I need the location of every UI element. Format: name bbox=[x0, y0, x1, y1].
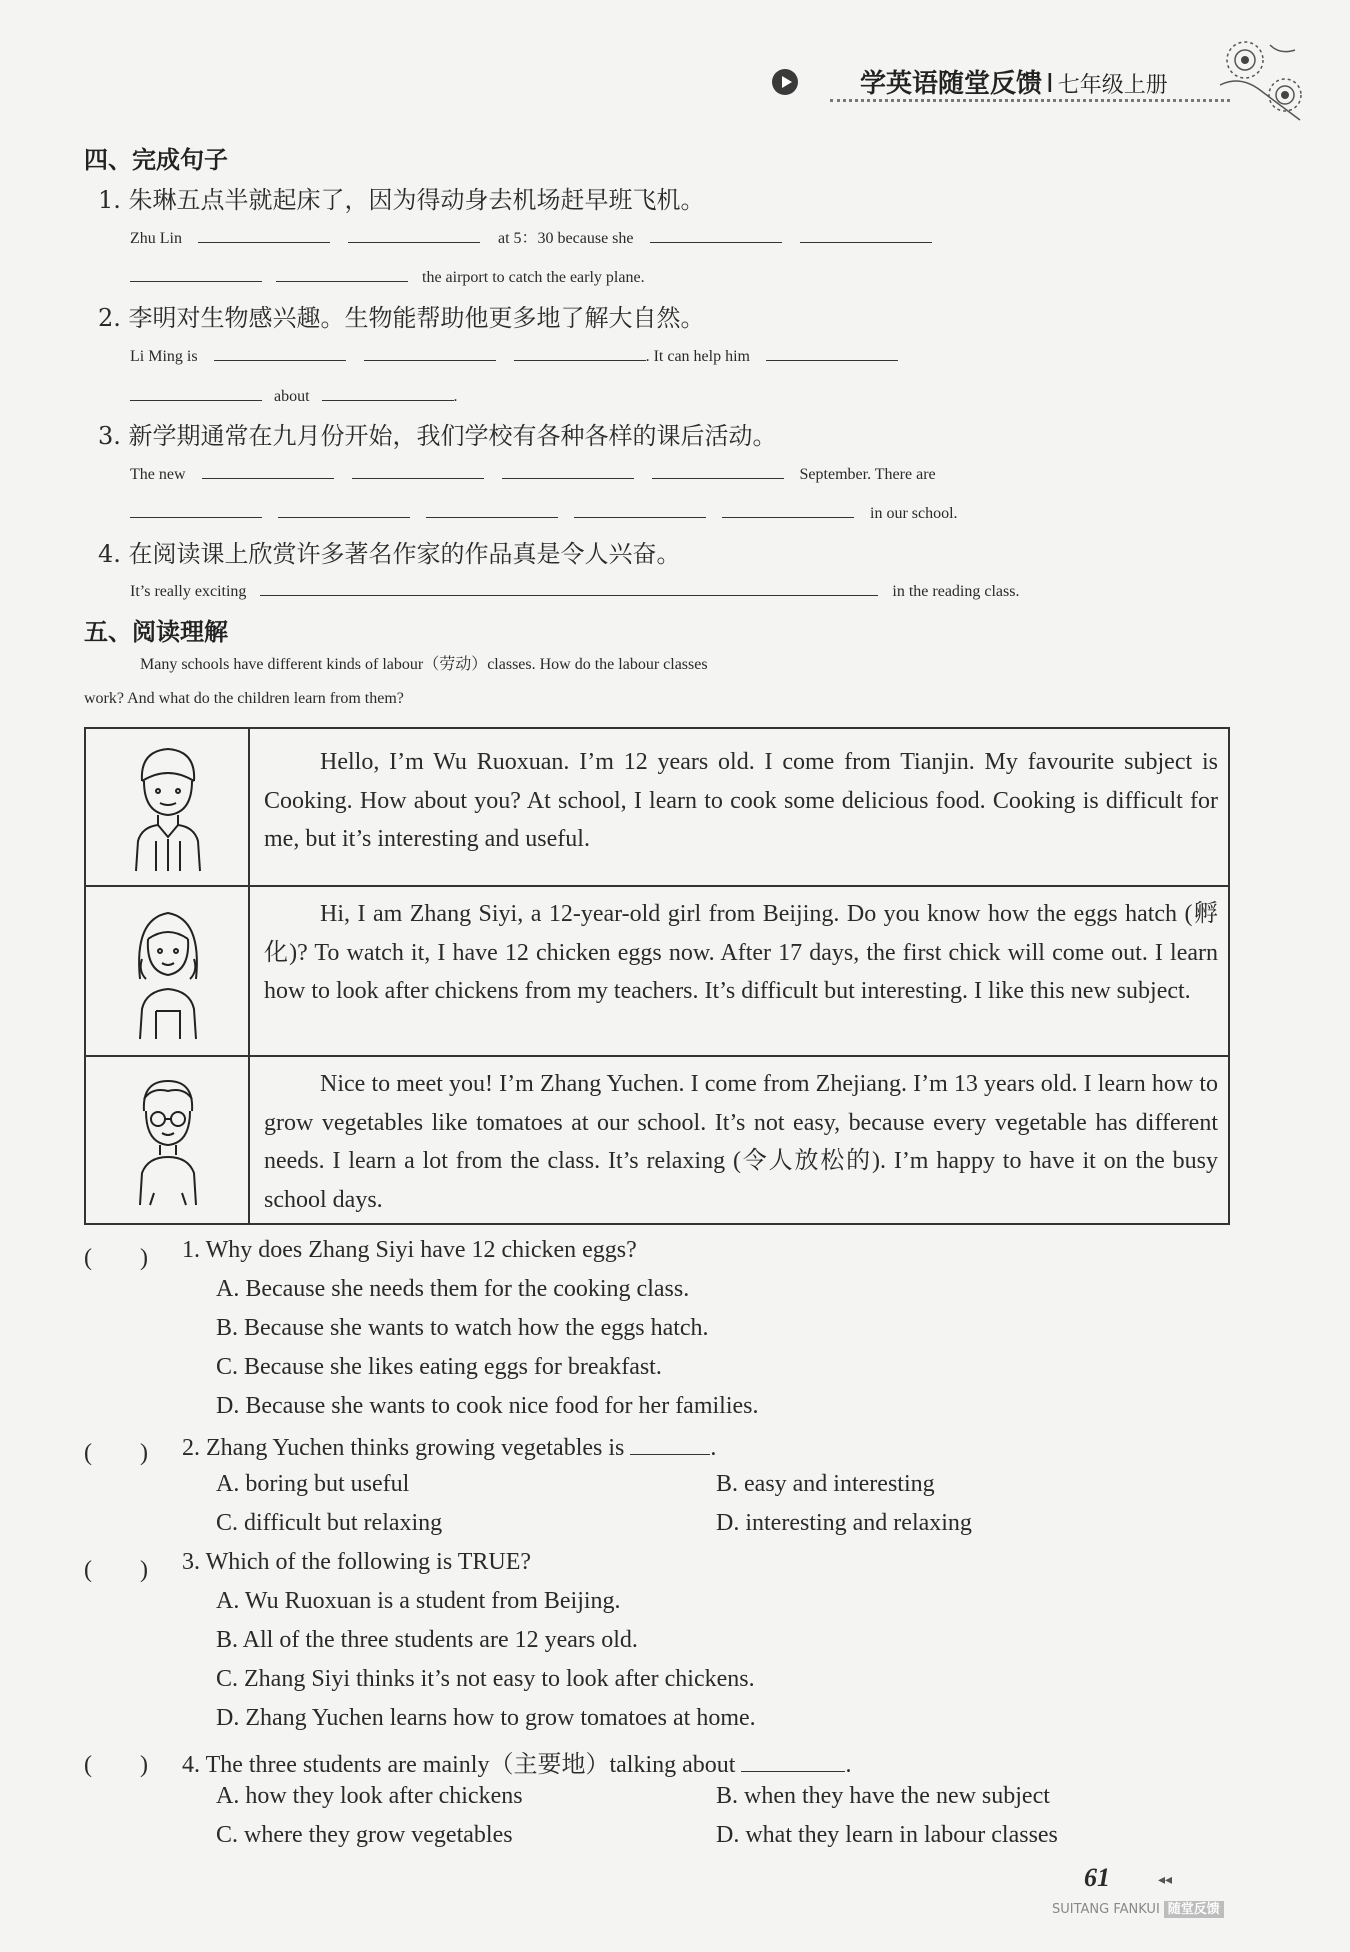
answer-blank[interactable] bbox=[426, 495, 558, 518]
option-c[interactable]: C. Because she likes eating eggs for breakfast. bbox=[216, 1354, 662, 1380]
answer-blank[interactable] bbox=[766, 338, 898, 361]
option-a[interactable]: A. boring but useful bbox=[216, 1471, 410, 1497]
answer-blank[interactable] bbox=[130, 495, 262, 518]
q1-text-b: at 5：30 because she bbox=[498, 230, 634, 247]
header-title bbox=[860, 63, 1168, 100]
option-d[interactable]: D. what they learn in labour classes bbox=[716, 1822, 1058, 1848]
q4-cn-text: 在阅读课上欣赏许多著名作家的作品真是令人兴奋。 bbox=[128, 540, 681, 568]
q2-text-c: about bbox=[274, 388, 310, 405]
q2-cn-text: 李明对生物感兴趣。生物能帮助他更多地了解大自然。 bbox=[128, 304, 705, 332]
q3-text-c: in our school. bbox=[870, 505, 958, 522]
answer-bracket[interactable]: ( ) bbox=[84, 1245, 148, 1271]
q3-text-b: September. There are bbox=[799, 466, 936, 483]
q2-english-line2 bbox=[130, 378, 458, 406]
row-text: Hi, I am Zhang Siyi, a 12-year-old girl from Beijing. Do you know how the eggs hatch (孵化)? To watch it, I have 12 chicken eggs now. After 17 days, the first chick will come out. I learn how to look after chickens from my teachers. It’s difficult but interesting. I like this new subject. bbox=[264, 901, 1218, 1004]
q1-text-a: Zhu Lin bbox=[130, 230, 182, 247]
boy-drawing-icon bbox=[128, 741, 208, 875]
option-a[interactable]: A. Wu Ruoxuan is a student from Beijing. bbox=[216, 1588, 621, 1614]
section-4-title: 四、完成句子 bbox=[84, 146, 228, 174]
option-c[interactable]: C. where they grow vegetables bbox=[216, 1822, 513, 1848]
page-number: 61 bbox=[1084, 1863, 1110, 1892]
answer-blank[interactable] bbox=[574, 495, 706, 518]
q4-text-a: It’s really exciting bbox=[130, 583, 247, 600]
answer-blank[interactable] bbox=[322, 378, 454, 401]
option-d[interactable]: D. Because she wants to cook nice food for her families. bbox=[216, 1393, 759, 1419]
question-stem: 2. Zhang Yuchen thinks growing vegetables is . bbox=[182, 1432, 716, 1462]
answer-blank[interactable] bbox=[741, 1749, 845, 1772]
table-row bbox=[86, 729, 1228, 887]
grade-label: 七年级上册 bbox=[1057, 73, 1168, 98]
q3-cn-text: 新学期通常在九月份开始，我们学校有各种各样的课后活动。 bbox=[128, 422, 777, 450]
q1-chinese bbox=[98, 180, 705, 215]
answer-blank[interactable] bbox=[260, 573, 878, 596]
q3-chinese bbox=[98, 416, 777, 451]
answer-blank[interactable] bbox=[630, 1432, 710, 1455]
option-b[interactable]: B. All of the three students are 12 years old. bbox=[216, 1627, 638, 1653]
answer-blank[interactable] bbox=[364, 338, 496, 361]
answer-blank[interactable] bbox=[502, 456, 634, 479]
answer-blank[interactable] bbox=[130, 378, 262, 401]
q4-text-b: in the reading class. bbox=[892, 583, 1020, 600]
answer-bracket[interactable]: ( ) bbox=[84, 1440, 148, 1466]
answer-blank[interactable] bbox=[130, 259, 262, 282]
q3-text-a: The new bbox=[130, 466, 186, 483]
q3-english-line2 bbox=[130, 495, 958, 523]
q2-text-d: . bbox=[453, 388, 458, 405]
option-a[interactable]: A. Because she needs them for the cooking class. bbox=[216, 1276, 690, 1302]
question-stem-text: 2. Zhang Yuchen thinks growing vegetables is bbox=[182, 1435, 625, 1461]
option-c[interactable]: C. Zhang Siyi thinks it’s not easy to look after chickens. bbox=[216, 1666, 755, 1692]
q4-number: 4. bbox=[98, 540, 121, 568]
option-c[interactable]: C. difficult but relaxing bbox=[216, 1510, 443, 1536]
q2-english-line1 bbox=[130, 338, 898, 366]
option-b[interactable]: B. when they have the new subject bbox=[716, 1783, 1050, 1809]
q1-english-line2 bbox=[130, 259, 645, 287]
q1-number: 1. bbox=[98, 186, 121, 214]
reading-table bbox=[84, 727, 1230, 1225]
q1-text-c: the airport to catch the early plane. bbox=[422, 269, 645, 286]
question-stem: 1. Why does Zhang Siyi have 12 chicken eggs? bbox=[182, 1237, 637, 1263]
q3-english-line1 bbox=[130, 456, 936, 484]
answer-blank[interactable] bbox=[214, 338, 346, 361]
boy-glasses-portrait bbox=[86, 1057, 250, 1223]
option-a[interactable]: A. how they look after chickens bbox=[216, 1783, 523, 1809]
answer-blank[interactable] bbox=[800, 220, 932, 243]
answer-bracket[interactable]: ( ) bbox=[84, 1557, 148, 1583]
boy-with-glasses-drawing-icon bbox=[128, 1069, 208, 1211]
page-header bbox=[770, 55, 1310, 125]
option-b[interactable]: B. easy and interesting bbox=[716, 1471, 935, 1497]
answer-blank[interactable] bbox=[202, 456, 334, 479]
double-arrow-icon: ◂◂ bbox=[1158, 1873, 1173, 1888]
question-stem: 3. Which of the following is TRUE? bbox=[182, 1549, 532, 1575]
book-title: 学英语随堂反馈 bbox=[860, 69, 1043, 99]
answer-blank[interactable] bbox=[514, 338, 646, 361]
boy-portrait bbox=[86, 729, 250, 885]
q3-number: 3. bbox=[98, 422, 121, 450]
question-stem: 4. The three students are mainly（主要地）talking about . bbox=[182, 1744, 851, 1779]
answer-blank[interactable] bbox=[198, 220, 330, 243]
question-stem-text: 4. The three students are mainly（主要地）talking about bbox=[182, 1752, 736, 1778]
q4-chinese bbox=[98, 534, 681, 569]
header-dotted-rule bbox=[830, 99, 1230, 102]
answer-blank[interactable] bbox=[650, 220, 782, 243]
q1-english-line1 bbox=[130, 220, 932, 248]
answer-blank[interactable] bbox=[722, 495, 854, 518]
answer-blank[interactable] bbox=[652, 456, 784, 479]
q2-text-b: . It can help him bbox=[645, 348, 750, 365]
option-b[interactable]: B. Because she wants to watch how the eggs hatch. bbox=[216, 1315, 709, 1341]
play-icon bbox=[772, 69, 798, 95]
answer-bracket[interactable]: ( ) bbox=[84, 1752, 148, 1778]
table-row bbox=[86, 887, 1228, 1057]
q2-text-a: Li Ming is bbox=[130, 348, 198, 365]
answer-blank[interactable] bbox=[276, 259, 408, 282]
answer-blank[interactable] bbox=[352, 456, 484, 479]
q4-english-line bbox=[130, 573, 1019, 601]
answer-blank[interactable] bbox=[278, 495, 410, 518]
footer-brand-cn: 随堂反馈 bbox=[1164, 1901, 1224, 1918]
girl-portrait bbox=[86, 887, 250, 1055]
option-d[interactable]: D. Zhang Yuchen learns how to grow tomatoes at home. bbox=[216, 1705, 756, 1731]
footer-brand-pinyin: SUITANG FANKUI bbox=[1052, 1902, 1160, 1917]
option-d[interactable]: D. interesting and relaxing bbox=[716, 1510, 972, 1536]
answer-blank[interactable] bbox=[348, 220, 480, 243]
flower-decoration-icon bbox=[1200, 25, 1320, 135]
q2-number: 2. bbox=[98, 304, 121, 332]
section-5-title: 五、阅读理解 bbox=[84, 618, 228, 646]
row-text: Nice to meet you! I’m Zhang Yuchen. I come from Zhejiang. I’m 13 years old. I learn how to grow vegetables like tomatoes at our school. It’s not easy, because every vegetable has different needs. I learn a lot from the class. It’s relaxing (令人放松的). I’m happy to have it on the busy school days. bbox=[264, 1071, 1218, 1213]
girl-drawing-icon bbox=[128, 899, 208, 1045]
intro-line-2: work? And what do the children learn from them? bbox=[84, 690, 404, 707]
q2-chinese bbox=[98, 298, 705, 333]
footer-brand bbox=[1052, 1898, 1224, 1917]
table-row bbox=[86, 1057, 1228, 1223]
q1-cn-text: 朱琳五点半就起床了，因为得动身去机场赶早班飞机。 bbox=[128, 186, 705, 214]
intro-line-1: Many schools have different kinds of labour（劳动）classes. How do the labour classes bbox=[140, 656, 708, 673]
header-separator: I bbox=[1046, 69, 1054, 99]
row-text: Hello, I’m Wu Ruoxuan. I’m 12 years old. I come from Tianjin. My favourite subject is Cooking. How about you? At school, I learn to cook some delicious food. Cooking is difficult for me, but it’s interesting and useful. bbox=[264, 749, 1218, 852]
